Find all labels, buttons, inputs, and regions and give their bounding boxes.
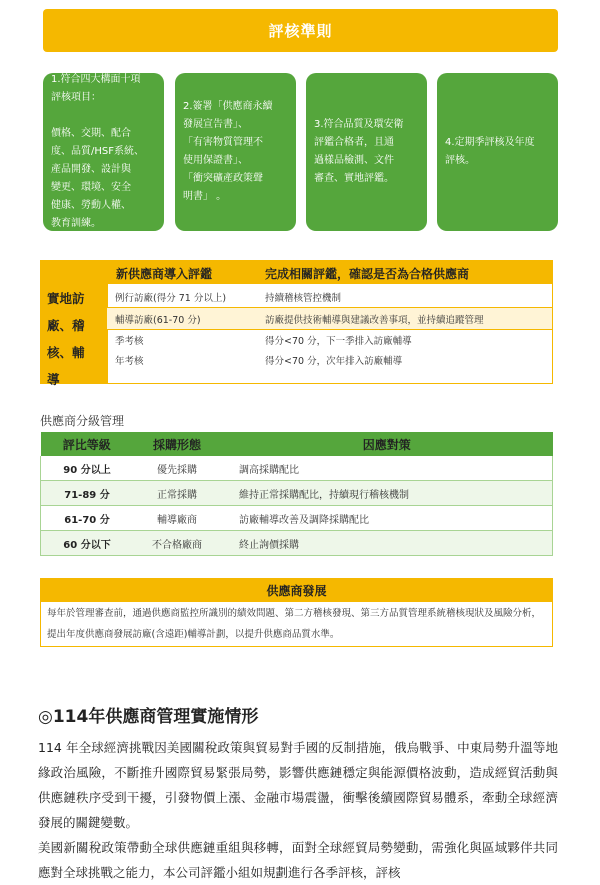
- tier-mode: 不合格廠商: [133, 531, 221, 556]
- development-title: 供應商發展: [266, 583, 327, 598]
- tier-level: 61-70 分: [41, 506, 134, 531]
- audit-row-left: 年考核: [115, 356, 144, 367]
- tier-level: 71-89 分: [41, 481, 134, 506]
- tier-response: 訪廠輔導改善及調降採購配比: [221, 506, 553, 531]
- audit-header-left: 新供應商導入評鑑: [116, 267, 213, 281]
- development-header: [40, 578, 553, 602]
- audit-table: [40, 260, 553, 387]
- audit-header-right: 完成相關評鑑，確認是否為合格供應商: [265, 267, 470, 281]
- criteria-banner-title: 評核準則: [268, 22, 333, 40]
- tier-header-row: [41, 432, 553, 456]
- paragraph: 114 年全球經濟挑戰因美國關稅政策與貿易對手國的反制措施，俄烏戰爭、中東局勢升溫等地緣政治風險，不斷推升國際貿易緊張局勢，影響供應鏈穩定與能源價格波動，造成經貿活動與供應鏈秩序受到干擾，引發物價上漲、金融市場震盪，衝擊後續國際貿易體系，牽動全球經濟發展的關鍵變數。: [38, 740, 558, 830]
- tier-header-mode: 採購形態: [133, 432, 221, 456]
- audit-row-left: 季考核: [115, 336, 144, 347]
- audit-row-right: 得分<70 分，次年排入訪廠輔導: [265, 356, 403, 367]
- tier-mode: 正常採購: [133, 481, 221, 506]
- criteria-card-1: 1.符合四大構面十項 評核項目： 價格、交期、配合 度、品質/HSF系統、 產品開發、設計與 變更、環境、安全 健康、勞動人權、 教育訓練。: [43, 73, 164, 231]
- tier-response: 調高採購配比: [221, 456, 553, 481]
- audit-row: [107, 308, 552, 329]
- paragraph: 美國新關稅政策帶動全球供應鏈重組與移轉，面對全球經貿局勢變動，需強化與區域夥伴共同應對全球挑戰之能力，本公司評鑑小組如規劃進行各季評核，評核: [38, 840, 558, 880]
- criteria-card-4: 4.定期季評核及年度 評核。: [437, 73, 558, 231]
- tier-header-level: 評比等級: [41, 432, 134, 456]
- tier-level: 90 分以上: [41, 456, 134, 481]
- audit-row-right: 持續稽核管控機制: [265, 293, 342, 304]
- audit-row: [107, 349, 552, 370]
- criteria-card-3: 3.符合品質及環安衛 評鑑合格者，且通 過樣品檢測、文件 審查、實地評鑑。: [306, 73, 427, 231]
- audit-header: [107, 261, 552, 284]
- audit-row-right: 得分<70 分，下一季排入訪廠輔導: [265, 336, 412, 347]
- tier-level: 60 分以下: [41, 531, 134, 556]
- audit-row: [107, 286, 552, 307]
- section-body: [38, 735, 558, 885]
- tier-mode: 優先採購: [133, 456, 221, 481]
- tier-header-response: 因應對策: [221, 432, 553, 456]
- criteria-card-2: 2.簽署「供應商永續 發展宣告書」、 「有害物質管理不 使用保證書」、 「衝突礦產政策聲 明書」 。: [175, 73, 296, 231]
- audit-row-left: 例行訪廠(得分 71 分以上): [115, 293, 227, 304]
- audit-row-right: 訪廠提供技術輔導與建議改善事項，並持續追蹤管理: [265, 315, 484, 326]
- table-row: [41, 481, 553, 506]
- audit-row-left: 輔導訪廠(61-70 分): [115, 315, 201, 326]
- tier-section-title: 供應商分級管理: [40, 414, 125, 428]
- audit-side-label: 實地訪 廠、稽 核、輔 導: [41, 261, 107, 383]
- tier-response: 終止詢價採購: [221, 531, 553, 556]
- section-title: ◎114年供應商管理實施情形: [38, 707, 259, 727]
- audit-row: [107, 329, 552, 350]
- table-row: [41, 531, 553, 556]
- table-row: [41, 456, 553, 481]
- tier-mode: 輔導廠商: [133, 506, 221, 531]
- criteria-banner: [43, 9, 558, 52]
- tier-response: 維持正常採購配比，持續現行稽核機制: [221, 481, 553, 506]
- tier-table: [40, 432, 553, 556]
- table-row: [41, 506, 553, 531]
- development-body: 每年於管理審查前，通過供應商監控所識別的績效問題、第二方稽核發現、第三方品質管理系統稽核現狀及風險分析，提出年度供應商發展訪廠(含遠距)輔導計劃，以提升供應商品質水準。: [40, 602, 553, 647]
